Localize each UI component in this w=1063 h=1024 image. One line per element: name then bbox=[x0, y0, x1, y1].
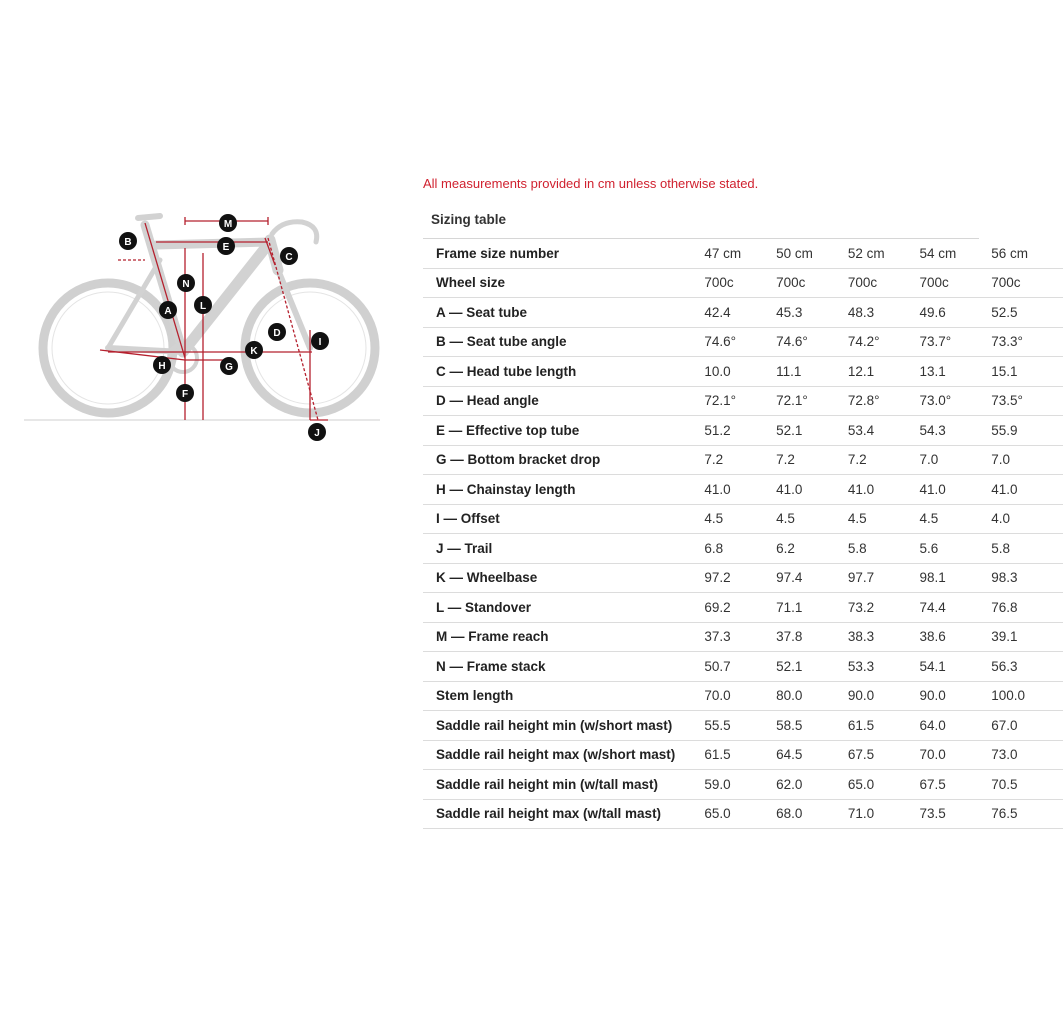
table-cell: 73.2 bbox=[848, 593, 920, 623]
marker-A: A bbox=[164, 306, 172, 317]
table-row bbox=[423, 445, 1063, 475]
marker-G: G bbox=[225, 362, 233, 373]
table-cell: 59.0 bbox=[704, 770, 776, 800]
table-cell: 7.0 bbox=[920, 445, 992, 475]
table-cell: 58.5 bbox=[776, 711, 848, 741]
table-row bbox=[423, 563, 1063, 593]
table-cell: 10.0 bbox=[704, 357, 776, 387]
table-cell: 13.1 bbox=[920, 357, 992, 387]
table-row bbox=[423, 652, 1063, 682]
table-row bbox=[423, 327, 1063, 357]
row-label: L — Standover bbox=[423, 593, 704, 623]
table-cell: 71.1 bbox=[776, 593, 848, 623]
row-label: I — Offset bbox=[423, 504, 704, 534]
marker-J: J bbox=[314, 428, 320, 439]
table-cell: 15.1 bbox=[991, 357, 1063, 387]
table-cell: 90.0 bbox=[848, 681, 920, 711]
marker-K: K bbox=[250, 346, 258, 357]
table-cell: 98.1 bbox=[920, 563, 992, 593]
table-cell: 97.7 bbox=[848, 563, 920, 593]
table-cell: 67.0 bbox=[991, 711, 1063, 741]
sizing-table-grid bbox=[423, 239, 1063, 829]
table-cell: 67.5 bbox=[920, 770, 992, 800]
row-label: A — Seat tube bbox=[423, 298, 704, 328]
table-row bbox=[423, 770, 1063, 800]
table-row bbox=[423, 298, 1063, 328]
table-cell: 54.3 bbox=[920, 416, 992, 446]
table-cell: 72.8° bbox=[848, 386, 920, 416]
table-cell: 74.6° bbox=[776, 327, 848, 357]
table-cell: 61.5 bbox=[848, 711, 920, 741]
table-cell: 37.3 bbox=[704, 622, 776, 652]
table-cell: 74.4 bbox=[920, 593, 992, 623]
table-cell: 53.3 bbox=[848, 652, 920, 682]
table-cell: 41.0 bbox=[848, 475, 920, 505]
table-cell: 700c bbox=[920, 268, 992, 298]
table-cell: 74.6° bbox=[704, 327, 776, 357]
row-label: Stem length bbox=[423, 681, 704, 711]
row-label: J — Trail bbox=[423, 534, 704, 564]
table-cell: 64.0 bbox=[920, 711, 992, 741]
table-cell: 70.5 bbox=[991, 770, 1063, 800]
table-cell: 71.0 bbox=[848, 799, 920, 829]
table-cell: 73.7° bbox=[920, 327, 992, 357]
bike-geometry-diagram bbox=[20, 200, 390, 450]
table-cell: 73.5° bbox=[991, 386, 1063, 416]
table-cell: 98.3 bbox=[991, 563, 1063, 593]
row-label: Saddle rail height min (w/tall mast) bbox=[423, 770, 704, 800]
table-cell: 4.5 bbox=[848, 504, 920, 534]
row-label: N — Frame stack bbox=[423, 652, 704, 682]
sizing-table bbox=[423, 203, 1029, 829]
row-label: G — Bottom bracket drop bbox=[423, 445, 704, 475]
table-row bbox=[423, 534, 1063, 564]
table-cell: 6.2 bbox=[776, 534, 848, 564]
row-label: Wheel size bbox=[423, 268, 704, 298]
units-note: All measurements provided in cm unless otherwise stated. bbox=[423, 176, 759, 191]
table-cell: 41.0 bbox=[920, 475, 992, 505]
table-cell: 37.8 bbox=[776, 622, 848, 652]
table-cell: 5.8 bbox=[848, 534, 920, 564]
marker-B: B bbox=[124, 237, 132, 248]
table-cell: 72.1° bbox=[704, 386, 776, 416]
table-cell: 51.2 bbox=[704, 416, 776, 446]
table-cell: 76.8 bbox=[991, 593, 1063, 623]
row-label: K — Wheelbase bbox=[423, 563, 704, 593]
table-row bbox=[423, 740, 1063, 770]
table-cell: 73.5 bbox=[920, 799, 992, 829]
row-label: C — Head tube length bbox=[423, 357, 704, 387]
table-cell: 4.5 bbox=[704, 504, 776, 534]
table-cell: 55.9 bbox=[991, 416, 1063, 446]
table-cell: 67.5 bbox=[848, 740, 920, 770]
marker-D: D bbox=[273, 328, 281, 339]
table-cell: 73.0 bbox=[991, 740, 1063, 770]
table-cell: 76.5 bbox=[991, 799, 1063, 829]
table-cell: 700c bbox=[991, 268, 1063, 298]
table-row bbox=[423, 799, 1063, 829]
table-cell: 56.3 bbox=[991, 652, 1063, 682]
table-cell: 55.5 bbox=[704, 711, 776, 741]
table-cell: 48.3 bbox=[848, 298, 920, 328]
table-cell: 700c bbox=[776, 268, 848, 298]
marker-I: I bbox=[318, 337, 322, 348]
table-cell: 12.1 bbox=[848, 357, 920, 387]
table-cell: 41.0 bbox=[776, 475, 848, 505]
bike-frame bbox=[108, 216, 317, 372]
table-cell: 80.0 bbox=[776, 681, 848, 711]
table-row bbox=[423, 239, 1063, 268]
marker-H: H bbox=[158, 361, 166, 372]
marker-C: C bbox=[285, 252, 293, 263]
table-cell: 4.5 bbox=[776, 504, 848, 534]
table-cell: 100.0 bbox=[991, 681, 1063, 711]
row-label: Frame size number bbox=[423, 239, 704, 268]
row-label: D — Head angle bbox=[423, 386, 704, 416]
table-caption: Sizing table bbox=[423, 203, 979, 239]
row-label: Saddle rail height min (w/short mast) bbox=[423, 711, 704, 741]
table-cell: 50 cm bbox=[776, 239, 848, 268]
table-cell: 52 cm bbox=[848, 239, 920, 268]
table-cell: 50.7 bbox=[704, 652, 776, 682]
table-cell: 64.5 bbox=[776, 740, 848, 770]
table-row bbox=[423, 416, 1063, 446]
table-cell: 54.1 bbox=[920, 652, 992, 682]
table-cell: 72.1° bbox=[776, 386, 848, 416]
table-cell: 4.0 bbox=[991, 504, 1063, 534]
row-label: H — Chainstay length bbox=[423, 475, 704, 505]
table-cell: 52.5 bbox=[991, 298, 1063, 328]
table-cell: 41.0 bbox=[991, 475, 1063, 505]
table-cell: 52.1 bbox=[776, 416, 848, 446]
table-row bbox=[423, 475, 1063, 505]
table-cell: 7.2 bbox=[776, 445, 848, 475]
table-cell: 45.3 bbox=[776, 298, 848, 328]
table-row bbox=[423, 681, 1063, 711]
row-label: Saddle rail height max (w/tall mast) bbox=[423, 799, 704, 829]
table-cell: 97.4 bbox=[776, 563, 848, 593]
table-cell: 97.2 bbox=[704, 563, 776, 593]
table-cell: 56 cm bbox=[991, 239, 1063, 268]
row-label: Saddle rail height max (w/short mast) bbox=[423, 740, 704, 770]
marker-E: E bbox=[222, 242, 230, 253]
row-label: B — Seat tube angle bbox=[423, 327, 704, 357]
table-cell: 65.0 bbox=[848, 770, 920, 800]
table-cell: 5.6 bbox=[920, 534, 992, 564]
table-cell: 700c bbox=[704, 268, 776, 298]
table-cell: 70.0 bbox=[704, 681, 776, 711]
marker-L: L bbox=[199, 301, 207, 312]
table-row bbox=[423, 386, 1063, 416]
table-cell: 47 cm bbox=[704, 239, 776, 268]
row-label: E — Effective top tube bbox=[423, 416, 704, 446]
table-cell: 52.1 bbox=[776, 652, 848, 682]
table-row bbox=[423, 268, 1063, 298]
table-row bbox=[423, 593, 1063, 623]
table-cell: 38.3 bbox=[848, 622, 920, 652]
table-cell: 73.0° bbox=[920, 386, 992, 416]
table-cell: 49.6 bbox=[920, 298, 992, 328]
table-cell: 39.1 bbox=[991, 622, 1063, 652]
table-cell: 65.0 bbox=[704, 799, 776, 829]
table-cell: 4.5 bbox=[920, 504, 992, 534]
table-cell: 7.2 bbox=[848, 445, 920, 475]
table-cell: 7.0 bbox=[991, 445, 1063, 475]
table-cell: 73.3° bbox=[991, 327, 1063, 357]
table-cell: 61.5 bbox=[704, 740, 776, 770]
table-cell: 41.0 bbox=[704, 475, 776, 505]
table-cell: 53.4 bbox=[848, 416, 920, 446]
table-row bbox=[423, 622, 1063, 652]
table-row bbox=[423, 504, 1063, 534]
row-label: M — Frame reach bbox=[423, 622, 704, 652]
table-cell: 68.0 bbox=[776, 799, 848, 829]
table-row bbox=[423, 711, 1063, 741]
marker-M: M bbox=[223, 219, 233, 230]
table-cell: 5.8 bbox=[991, 534, 1063, 564]
table-cell: 62.0 bbox=[776, 770, 848, 800]
table-cell: 6.8 bbox=[704, 534, 776, 564]
table-cell: 38.6 bbox=[920, 622, 992, 652]
table-cell: 42.4 bbox=[704, 298, 776, 328]
marker-F: F bbox=[181, 389, 189, 400]
table-cell: 700c bbox=[848, 268, 920, 298]
table-cell: 69.2 bbox=[704, 593, 776, 623]
table-cell: 54 cm bbox=[920, 239, 992, 268]
marker-N: N bbox=[182, 279, 190, 290]
table-cell: 74.2° bbox=[848, 327, 920, 357]
table-cell: 90.0 bbox=[920, 681, 992, 711]
table-row bbox=[423, 357, 1063, 387]
table-cell: 7.2 bbox=[704, 445, 776, 475]
table-cell: 11.1 bbox=[776, 357, 848, 387]
table-cell: 70.0 bbox=[920, 740, 992, 770]
